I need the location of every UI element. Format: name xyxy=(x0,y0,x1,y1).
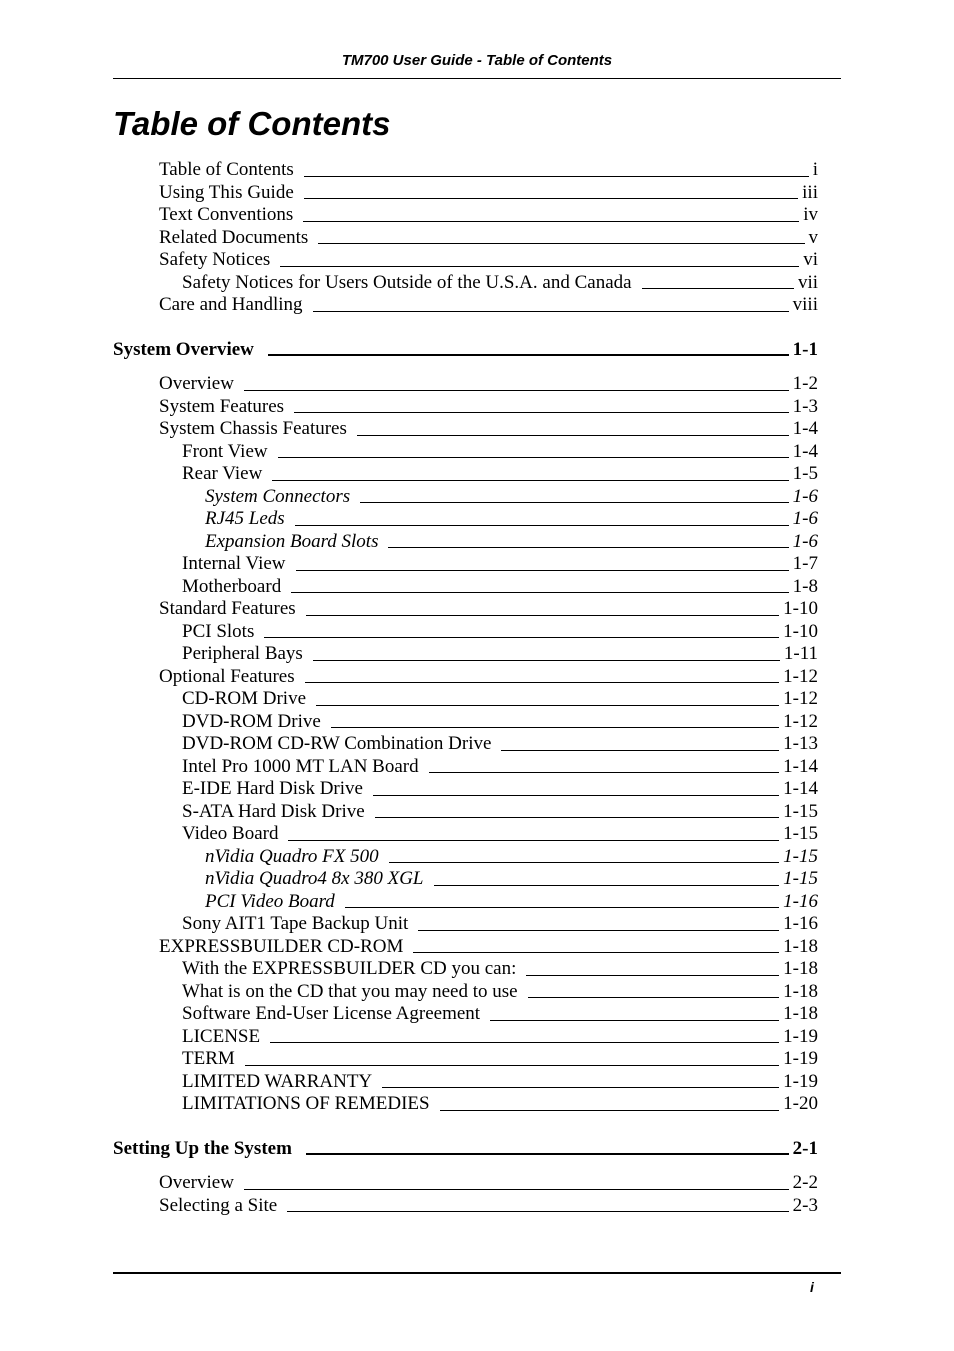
toc-entry-page: 1-15 xyxy=(783,823,818,844)
toc-entry-page: 1-14 xyxy=(783,755,818,777)
toc-leader-line xyxy=(373,794,779,796)
toc-entry-page: 1-4 xyxy=(792,418,818,439)
toc-entry-label: Text Conventions xyxy=(159,204,294,225)
toc-entry-page: 2-2 xyxy=(792,1172,818,1193)
toc-leader-line xyxy=(413,951,779,953)
toc-entry[interactable] xyxy=(0,294,818,317)
toc-entry-page: v xyxy=(808,226,818,248)
toc-entry-label: Intel Pro 1000 MT LAN Board xyxy=(182,755,419,777)
toc-leader-line xyxy=(313,310,789,312)
toc-leader-line xyxy=(280,265,799,267)
toc-entry[interactable] xyxy=(0,486,818,509)
toc-entry-page: 1-11 xyxy=(783,643,818,664)
toc-entry[interactable] xyxy=(0,373,818,396)
toc-entry[interactable] xyxy=(0,756,818,779)
footer-page-number: i xyxy=(810,1279,814,1295)
toc-leader-line xyxy=(375,816,780,818)
toc-entry-page: vii xyxy=(797,271,818,293)
toc-entry-page: 1-19 xyxy=(783,1025,818,1047)
toc-entry-label: PCI Slots xyxy=(182,620,255,642)
toc-entry-page: 1-2 xyxy=(792,373,818,394)
toc-leader-line xyxy=(268,353,789,356)
toc-leader-line xyxy=(318,242,804,244)
toc-entry-label: Motherboard xyxy=(182,575,282,597)
toc-entry-page: iii xyxy=(802,181,818,203)
toc-entry-label: Overview xyxy=(159,373,234,394)
toc-entry[interactable] xyxy=(0,1003,818,1026)
toc-leader-line xyxy=(501,749,779,751)
toc-leader-line xyxy=(288,839,779,841)
toc-entry[interactable] xyxy=(0,227,818,250)
toc-leader-line xyxy=(244,389,789,391)
toc-leader-line xyxy=(244,1188,789,1190)
toc-entry[interactable] xyxy=(0,576,818,599)
toc-entry-label: Safety Notices xyxy=(159,249,271,270)
toc-entry-page: 1-12 xyxy=(783,710,818,732)
toc-entry-label: Using This Guide xyxy=(159,181,294,203)
toc-leader-line xyxy=(304,175,809,177)
toc-entry[interactable] xyxy=(0,553,818,576)
toc-entry-page: 1-10 xyxy=(783,620,818,642)
toc-entry[interactable] xyxy=(0,891,818,914)
toc-entry[interactable] xyxy=(0,666,818,689)
toc-entry-page: 1-16 xyxy=(783,890,818,912)
toc-entry-page: 1-6 xyxy=(792,508,818,529)
toc-leader-line xyxy=(304,197,798,199)
toc-entry[interactable] xyxy=(0,801,818,824)
toc-leader-line xyxy=(296,569,789,571)
footer-rule xyxy=(113,1272,841,1274)
toc-leader-line xyxy=(306,1152,789,1155)
section-gap xyxy=(0,361,954,373)
toc-entry[interactable] xyxy=(0,958,818,981)
header-rule xyxy=(113,78,841,79)
toc-entry[interactable] xyxy=(0,182,818,205)
toc-leader-line xyxy=(418,929,779,931)
toc-chapter-entry[interactable] xyxy=(0,339,818,362)
toc-entry-page: i xyxy=(812,159,818,180)
toc-entry-label: EXPRESSBUILDER CD-ROM xyxy=(159,935,404,957)
toc-entry-label: Setting Up the System xyxy=(113,1137,292,1159)
section-gap xyxy=(0,1116,954,1138)
toc-entry-label: System Connectors xyxy=(205,485,351,507)
section-gap xyxy=(0,317,954,339)
toc-entry[interactable] xyxy=(0,643,818,666)
toc-leader-line xyxy=(264,636,779,638)
toc-entry-label: Standard Features xyxy=(159,598,296,619)
toc-entry[interactable] xyxy=(0,396,818,419)
toc-leader-line xyxy=(306,614,780,616)
toc-entry-page: 1-4 xyxy=(792,440,818,462)
toc-entry-label: Overview xyxy=(159,1172,234,1193)
toc-leader-line xyxy=(528,996,780,998)
running-header: TM700 User Guide - Table of Contents xyxy=(341,52,613,69)
toc-entry-page: 1-8 xyxy=(792,575,818,597)
toc-entry-label: Rear View xyxy=(182,463,263,484)
toc-leader-line xyxy=(313,659,780,661)
toc-entry-label: PCI Video Board xyxy=(205,890,335,912)
toc-entry-page: 1-13 xyxy=(783,733,818,754)
toc-entry[interactable] xyxy=(0,531,818,554)
toc-entry[interactable] xyxy=(0,1093,818,1116)
toc-entry-label: LICENSE xyxy=(182,1025,261,1047)
toc-entry-page: 1-5 xyxy=(792,463,818,484)
page-title: Table of Contents xyxy=(113,105,391,142)
toc-entry-label: Safety Notices for Users Outside of the U.S.A. and Canada xyxy=(182,271,632,293)
toc-entry-label: Sony AIT1 Tape Backup Unit xyxy=(182,913,409,934)
toc-entry-page: 1-12 xyxy=(783,665,818,687)
toc-leader-line xyxy=(305,681,780,683)
toc-leader-line xyxy=(294,411,789,413)
toc-entry-label: Software End-User License Agreement xyxy=(182,1003,481,1024)
toc-entry-label: DVD-ROM Drive xyxy=(182,710,321,732)
toc-entry[interactable] xyxy=(0,1026,818,1049)
toc-entry[interactable] xyxy=(0,733,818,756)
section-gap xyxy=(0,1160,954,1172)
toc-leader-line xyxy=(440,1109,780,1111)
toc-entry-page: 1-19 xyxy=(783,1070,818,1092)
toc-entry-page: 1-15 xyxy=(783,868,818,889)
toc-entry-page: 1-3 xyxy=(792,395,818,417)
toc-entry-label: DVD-ROM CD-RW Combination Drive xyxy=(182,733,492,754)
toc-leader-line xyxy=(389,861,780,863)
toc-entry-label: Table of Contents xyxy=(159,159,294,180)
toc-entry-label: E-IDE Hard Disk Drive xyxy=(182,778,363,799)
toc-entry-label: TERM xyxy=(182,1048,235,1069)
toc-entry-label: CD-ROM Drive xyxy=(182,688,307,709)
toc-entry[interactable] xyxy=(0,249,818,272)
toc-entry[interactable] xyxy=(0,463,818,486)
toc-entry[interactable] xyxy=(0,441,818,464)
toc-entry-page: 1-15 xyxy=(783,800,818,822)
toc-entry-page: 1-6 xyxy=(792,530,818,552)
toc-entry-page: iv xyxy=(803,204,818,225)
toc-leader-line xyxy=(245,1064,779,1066)
toc-leader-line xyxy=(295,524,789,526)
toc-entry[interactable] xyxy=(0,159,818,182)
toc-entry[interactable] xyxy=(0,981,818,1004)
toc-entry-page: vi xyxy=(803,249,818,270)
toc-entry[interactable] xyxy=(0,272,818,295)
toc-entry-page: 1-15 xyxy=(783,845,818,867)
toc-leader-line xyxy=(345,906,779,908)
toc-leader-line xyxy=(272,479,788,481)
toc-entry-label: RJ45 Leds xyxy=(205,508,285,529)
toc-entry-label: Front View xyxy=(182,440,268,462)
toc-entry[interactable] xyxy=(0,711,818,734)
toc-entry[interactable] xyxy=(0,204,818,227)
toc-entry[interactable] xyxy=(0,913,818,936)
toc-leader-line xyxy=(357,434,789,436)
toc-entry-label: System Overview xyxy=(113,338,254,360)
toc-entry[interactable] xyxy=(0,1048,818,1071)
toc-entry-label: With the EXPRESSBUILDER CD you can: xyxy=(182,958,517,979)
toc-leader-line xyxy=(270,1041,779,1043)
toc-leader-line xyxy=(287,1210,788,1212)
toc-leader-line xyxy=(526,974,779,976)
toc-entry[interactable] xyxy=(0,868,818,891)
toc-leader-line xyxy=(388,546,788,548)
toc-entry-label: System Chassis Features xyxy=(159,418,347,439)
toc-entry-page: 1-12 xyxy=(783,688,818,709)
toc-entry-page: 1-18 xyxy=(783,1003,818,1024)
toc-entry[interactable] xyxy=(0,1172,818,1195)
toc-entry-label: What is on the CD that you may need to use xyxy=(182,980,518,1002)
toc-entry-page: 1-10 xyxy=(783,598,818,619)
toc-list xyxy=(0,159,954,1217)
toc-entry[interactable] xyxy=(0,688,818,711)
toc-entry-label: Related Documents xyxy=(159,226,309,248)
toc-leader-line xyxy=(331,726,779,728)
toc-entry[interactable] xyxy=(0,823,818,846)
toc-entry-page: 1-16 xyxy=(783,913,818,934)
toc-entry-label: nVidia Quadro4 8x 380 XGL xyxy=(205,868,424,889)
toc-entry-page: 2-3 xyxy=(792,1194,818,1216)
toc-leader-line xyxy=(316,704,779,706)
toc-entry-label: Care and Handling xyxy=(159,294,303,315)
toc-entry-label: S-ATA Hard Disk Drive xyxy=(182,800,365,822)
toc-entry-label: LIMITATIONS OF REMEDIES xyxy=(182,1093,430,1114)
toc-leader-line xyxy=(303,220,799,222)
toc-entry-label: nVidia Quadro FX 500 xyxy=(205,845,379,867)
toc-entry[interactable] xyxy=(0,1071,818,1094)
toc-leader-line xyxy=(642,287,794,289)
toc-entry[interactable] xyxy=(0,846,818,869)
toc-leader-line xyxy=(291,591,788,593)
toc-entry[interactable] xyxy=(0,598,818,621)
toc-entry-page: viii xyxy=(792,294,818,315)
toc-leader-line xyxy=(429,771,780,773)
toc-leader-line xyxy=(360,501,789,503)
toc-entry-page: 1-18 xyxy=(783,958,818,979)
toc-leader-line xyxy=(434,884,780,886)
toc-leader-line xyxy=(490,1019,779,1021)
toc-entry[interactable] xyxy=(0,936,818,959)
toc-entry-label: Expansion Board Slots xyxy=(205,530,379,552)
toc-leader-line xyxy=(278,456,789,458)
toc-entry-label: Selecting a Site xyxy=(159,1194,278,1216)
toc-entry-label: System Features xyxy=(159,395,285,417)
toc-entry-page: 1-20 xyxy=(783,1093,818,1114)
toc-entry[interactable] xyxy=(0,1195,818,1218)
toc-entry-page: 1-1 xyxy=(792,338,818,360)
toc-entry[interactable] xyxy=(0,418,818,441)
toc-chapter-entry[interactable] xyxy=(0,1138,818,1161)
toc-entry-page: 1-14 xyxy=(783,778,818,799)
toc-entry-page: 1-7 xyxy=(792,553,818,574)
toc-entry[interactable] xyxy=(0,621,818,644)
toc-entry-page: 1-18 xyxy=(783,980,818,1002)
toc-entry-page: 2-1 xyxy=(792,1137,818,1159)
toc-entry-label: Internal View xyxy=(182,553,286,574)
toc-entry[interactable] xyxy=(0,508,818,531)
toc-leader-line xyxy=(382,1086,779,1088)
toc-entry[interactable] xyxy=(0,778,818,801)
toc-entry-label: Optional Features xyxy=(159,665,295,687)
toc-entry-page: 1-18 xyxy=(783,935,818,957)
toc-entry-page: 1-6 xyxy=(792,485,818,507)
toc-entry-label: LIMITED WARRANTY xyxy=(182,1070,373,1092)
toc-entry-label: Video Board xyxy=(182,823,279,844)
toc-entry-page: 1-19 xyxy=(783,1048,818,1069)
toc-entry-label: Peripheral Bays xyxy=(182,643,303,664)
